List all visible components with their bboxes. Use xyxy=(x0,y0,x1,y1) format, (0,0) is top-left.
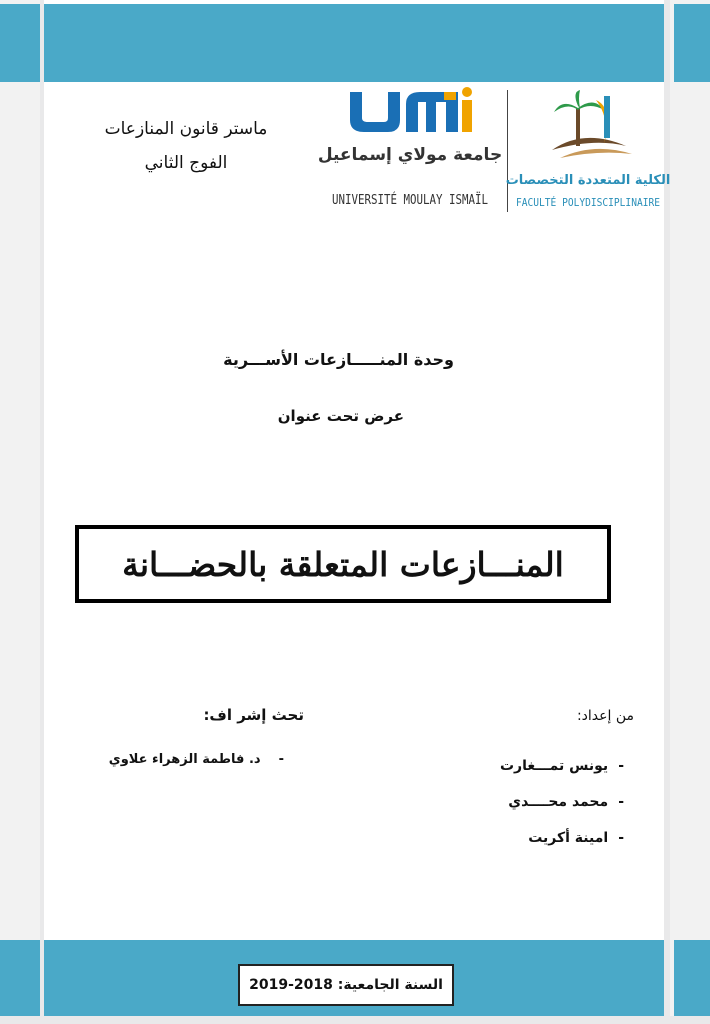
left-page-bottom-band xyxy=(0,940,40,1016)
adjacent-page-left xyxy=(0,0,42,1024)
module-title: وحدة المنـــــازعات الأســـرية xyxy=(223,350,454,369)
student-name: يونس تمـــغارت xyxy=(499,758,609,774)
program-header xyxy=(96,112,276,180)
bullet-dash: - xyxy=(618,794,624,810)
list-item xyxy=(464,748,624,784)
main-title: المنـــازعات المتعلقة بالحضـــانة xyxy=(122,544,564,584)
program-name: ماستر قانون المنازعات xyxy=(104,119,268,139)
adjacent-page-right xyxy=(670,0,710,1024)
prepared-by-label: من إعداد: xyxy=(576,708,634,724)
academic-year-box xyxy=(238,964,454,1006)
svg-text:الكلية المتعددة التخصصات: الكلية المتعددة التخصصات xyxy=(505,173,671,188)
bullet-dash: - xyxy=(278,752,284,767)
group-name: الفوج الثاني xyxy=(144,153,228,173)
student-name: امينة أكريت xyxy=(528,830,609,846)
supervision-label: تحث إشر اف: xyxy=(203,706,304,724)
faculty-logo xyxy=(505,88,671,216)
top-decorative-band xyxy=(44,4,664,82)
svg-text:UNIVERSITÉ MOULAY ISMAÏL: UNIVERSITÉ MOULAY ISMAÏL xyxy=(332,193,520,208)
viewer-bottom-edge xyxy=(0,1016,710,1024)
supervisor-name: د. فاطمة الزهراء علاوي xyxy=(108,752,261,767)
logo-divider xyxy=(507,90,508,212)
supervisor-name-line xyxy=(104,752,284,767)
list-item xyxy=(464,784,624,820)
svg-text:جامعة مولاي إسماعيل: جامعة مولاي إسماعيل xyxy=(317,145,503,165)
list-item xyxy=(464,820,624,856)
student-list xyxy=(464,748,624,856)
svg-text:FACULTÉ POLYDISCIPLINAIRE: FACULTÉ POLYDISCIPLINAIRE xyxy=(516,196,660,209)
student-name: محمد محــــدي xyxy=(508,794,609,810)
main-title-box xyxy=(75,525,611,603)
university-logo xyxy=(317,86,520,216)
bullet-dash: - xyxy=(618,830,624,846)
presentation-subtitle: عرض تحت عنوان xyxy=(277,407,404,425)
bullet-dash: - xyxy=(618,758,624,774)
right-page-top-band xyxy=(674,4,710,82)
right-page-bottom-band xyxy=(674,940,710,1016)
academic-year: السنة الجامعية: 2018-2019 xyxy=(249,977,443,993)
left-page-top-band xyxy=(0,4,40,82)
cover-page xyxy=(44,0,671,1024)
